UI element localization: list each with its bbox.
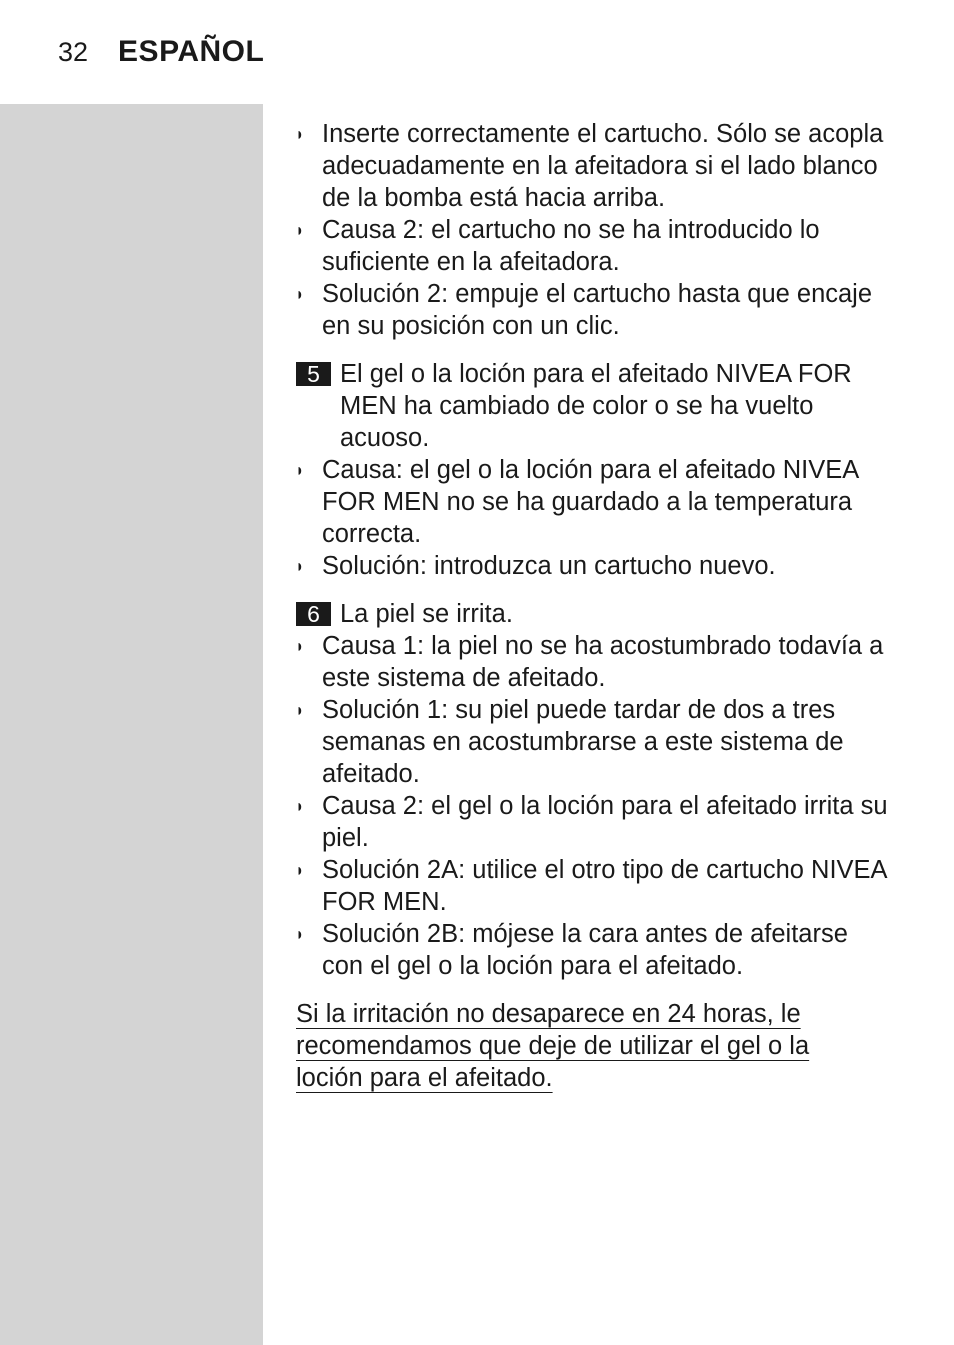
bullet-text: Causa 2: el gel o la loción para el afeitado irrita su piel. xyxy=(322,792,888,852)
note-text: Si la irritación no desaparece en 24 horas, le recomendamos que deje de utilizar el gel o la loción para el afeitado. xyxy=(296,1000,810,1092)
bullet-text: Causa 2: el cartucho no se ha introducido lo suficiente en la afeitadora. xyxy=(322,216,820,276)
step-6-heading xyxy=(296,598,896,630)
bullet-item xyxy=(296,278,896,342)
bullet-item xyxy=(296,118,896,214)
bullet-item xyxy=(296,854,896,918)
bullet-icon: ◗ xyxy=(296,124,304,144)
bullet-item xyxy=(296,550,896,582)
bullet-text: Causa 1: la piel no se ha acostumbrado todavía a este sistema de afeitado. xyxy=(322,632,884,692)
bullet-item xyxy=(296,630,896,694)
section-language-title: ESPAÑOL xyxy=(118,35,265,68)
page-header xyxy=(58,35,264,69)
bullet-text: Solución 1: su piel puede tardar de dos a tres semanas en acostumbrarse a este sistema de afeitado. xyxy=(322,696,844,788)
bullet-icon: ◗ xyxy=(296,860,304,880)
bullet-icon: ◗ xyxy=(296,636,304,656)
page-number: 32 xyxy=(58,37,89,67)
bullet-icon: ◗ xyxy=(296,556,304,576)
bullet-item xyxy=(296,694,896,790)
step-number-badge: 6 xyxy=(296,602,331,626)
bullet-text: Solución 2B: mójese la cara antes de afeitarse con el gel o la loción para el afeitado. xyxy=(322,920,848,980)
step-5-heading xyxy=(296,358,896,454)
bullet-icon: ◗ xyxy=(296,924,304,944)
step-title: El gel o la loción para el afeitado NIVEA FOR MEN ha cambiado de color o se ha vuelto acuoso. xyxy=(340,360,852,452)
bullet-text: Causa: el gel o la loción para el afeitado NIVEA FOR MEN no se ha guardado a la temperatura correcta. xyxy=(322,456,858,548)
bullet-item xyxy=(296,918,896,982)
bullet-text: Inserte correctamente el cartucho. Sólo se acopla adecuadamente en la afeitadora si el lado blanco de la bomba está hacia arriba. xyxy=(322,120,884,212)
irritation-note xyxy=(296,998,841,1094)
bullet-icon: ◗ xyxy=(296,284,304,304)
bullet-item xyxy=(296,790,896,854)
bullet-icon: ◗ xyxy=(296,460,304,480)
bullet-text: Solución: introduzca un cartucho nuevo. xyxy=(322,552,776,580)
bullet-item xyxy=(296,454,896,550)
bullet-icon: ◗ xyxy=(296,700,304,720)
step-title: La piel se irrita. xyxy=(340,600,513,628)
gray-sidebar xyxy=(0,104,263,1345)
bullet-text: Solución 2A: utilice el otro tipo de cartucho NIVEA FOR MEN. xyxy=(322,856,887,916)
bullet-icon: ◗ xyxy=(296,220,304,240)
bullet-icon: ◗ xyxy=(296,796,304,816)
step-number-badge: 5 xyxy=(296,362,331,386)
bullet-item xyxy=(296,214,896,278)
bullet-text: Solución 2: empuje el cartucho hasta que encaje en su posición con un clic. xyxy=(322,280,873,340)
manual-content xyxy=(296,118,896,1094)
